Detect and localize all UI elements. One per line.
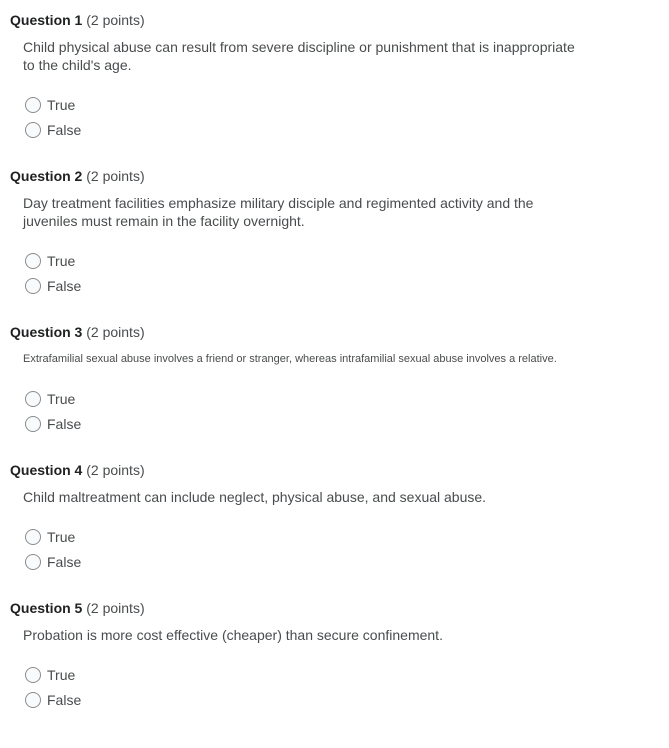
question-points: (2 points) xyxy=(86,600,145,616)
option-false[interactable] xyxy=(25,273,669,298)
question-5 xyxy=(10,598,669,736)
question-2 xyxy=(10,166,669,322)
option-label: False xyxy=(47,277,82,294)
question-title: Question 3 xyxy=(10,324,83,340)
radio-button[interactable] xyxy=(25,122,41,138)
question-title: Question 1 xyxy=(10,12,83,28)
question-title: Question 2 xyxy=(10,168,83,184)
option-true[interactable] xyxy=(25,386,669,411)
option-label: True xyxy=(47,96,76,113)
question-4 xyxy=(10,460,669,598)
radio-button[interactable] xyxy=(25,416,41,432)
question-text: Child physical abuse can result from severe discipline or punishment that is inappropriate to the child's age. xyxy=(23,39,575,73)
answer-options xyxy=(25,248,669,298)
option-true[interactable] xyxy=(25,524,669,549)
answer-options xyxy=(25,386,669,436)
radio-button[interactable] xyxy=(25,278,41,294)
radio-button[interactable] xyxy=(25,554,41,570)
question-header xyxy=(10,10,669,30)
question-points: (2 points) xyxy=(86,168,145,184)
question-title: Question 5 xyxy=(10,600,83,616)
answer-options xyxy=(25,524,669,574)
radio-button[interactable] xyxy=(25,692,41,708)
question-3 xyxy=(10,322,669,460)
option-label: False xyxy=(47,691,82,708)
option-label: False xyxy=(47,415,82,432)
question-1 xyxy=(10,10,669,166)
option-label: False xyxy=(47,121,82,138)
option-label: False xyxy=(47,553,82,570)
question-title: Question 4 xyxy=(10,462,83,478)
option-true[interactable] xyxy=(25,662,669,687)
radio-button[interactable] xyxy=(25,529,41,545)
answer-options xyxy=(25,662,669,712)
option-true[interactable] xyxy=(25,248,669,273)
question-header xyxy=(10,598,669,618)
question-text: Child maltreatment can include neglect, physical abuse, and sexual abuse. xyxy=(23,489,487,505)
radio-button[interactable] xyxy=(25,667,41,683)
option-false[interactable] xyxy=(25,411,669,436)
radio-button[interactable] xyxy=(25,97,41,113)
question-points: (2 points) xyxy=(86,324,145,340)
question-points: (2 points) xyxy=(86,462,145,478)
radio-button[interactable] xyxy=(25,253,41,269)
question-header xyxy=(10,166,669,186)
option-false[interactable] xyxy=(25,687,669,712)
question-points: (2 points) xyxy=(86,12,145,28)
question-text: Extrafamilial sexual abuse involves a friend or stranger, whereas intrafamilial sexual abuse involves a relative. xyxy=(23,353,557,365)
radio-button[interactable] xyxy=(25,391,41,407)
option-label: True xyxy=(47,666,76,683)
question-header xyxy=(10,460,669,480)
question-header xyxy=(10,322,669,342)
question-text: Probation is more cost effective (cheaper) than secure confinement. xyxy=(23,627,443,643)
option-label: True xyxy=(47,252,76,269)
option-false[interactable] xyxy=(25,549,669,574)
option-false[interactable] xyxy=(25,117,669,142)
option-true[interactable] xyxy=(25,92,669,117)
question-text: Day treatment facilities emphasize military disciple and regimented activity and the juveniles must remain in the facility overnight. xyxy=(23,195,534,229)
answer-options xyxy=(25,92,669,142)
option-label: True xyxy=(47,390,76,407)
option-label: True xyxy=(47,528,76,545)
